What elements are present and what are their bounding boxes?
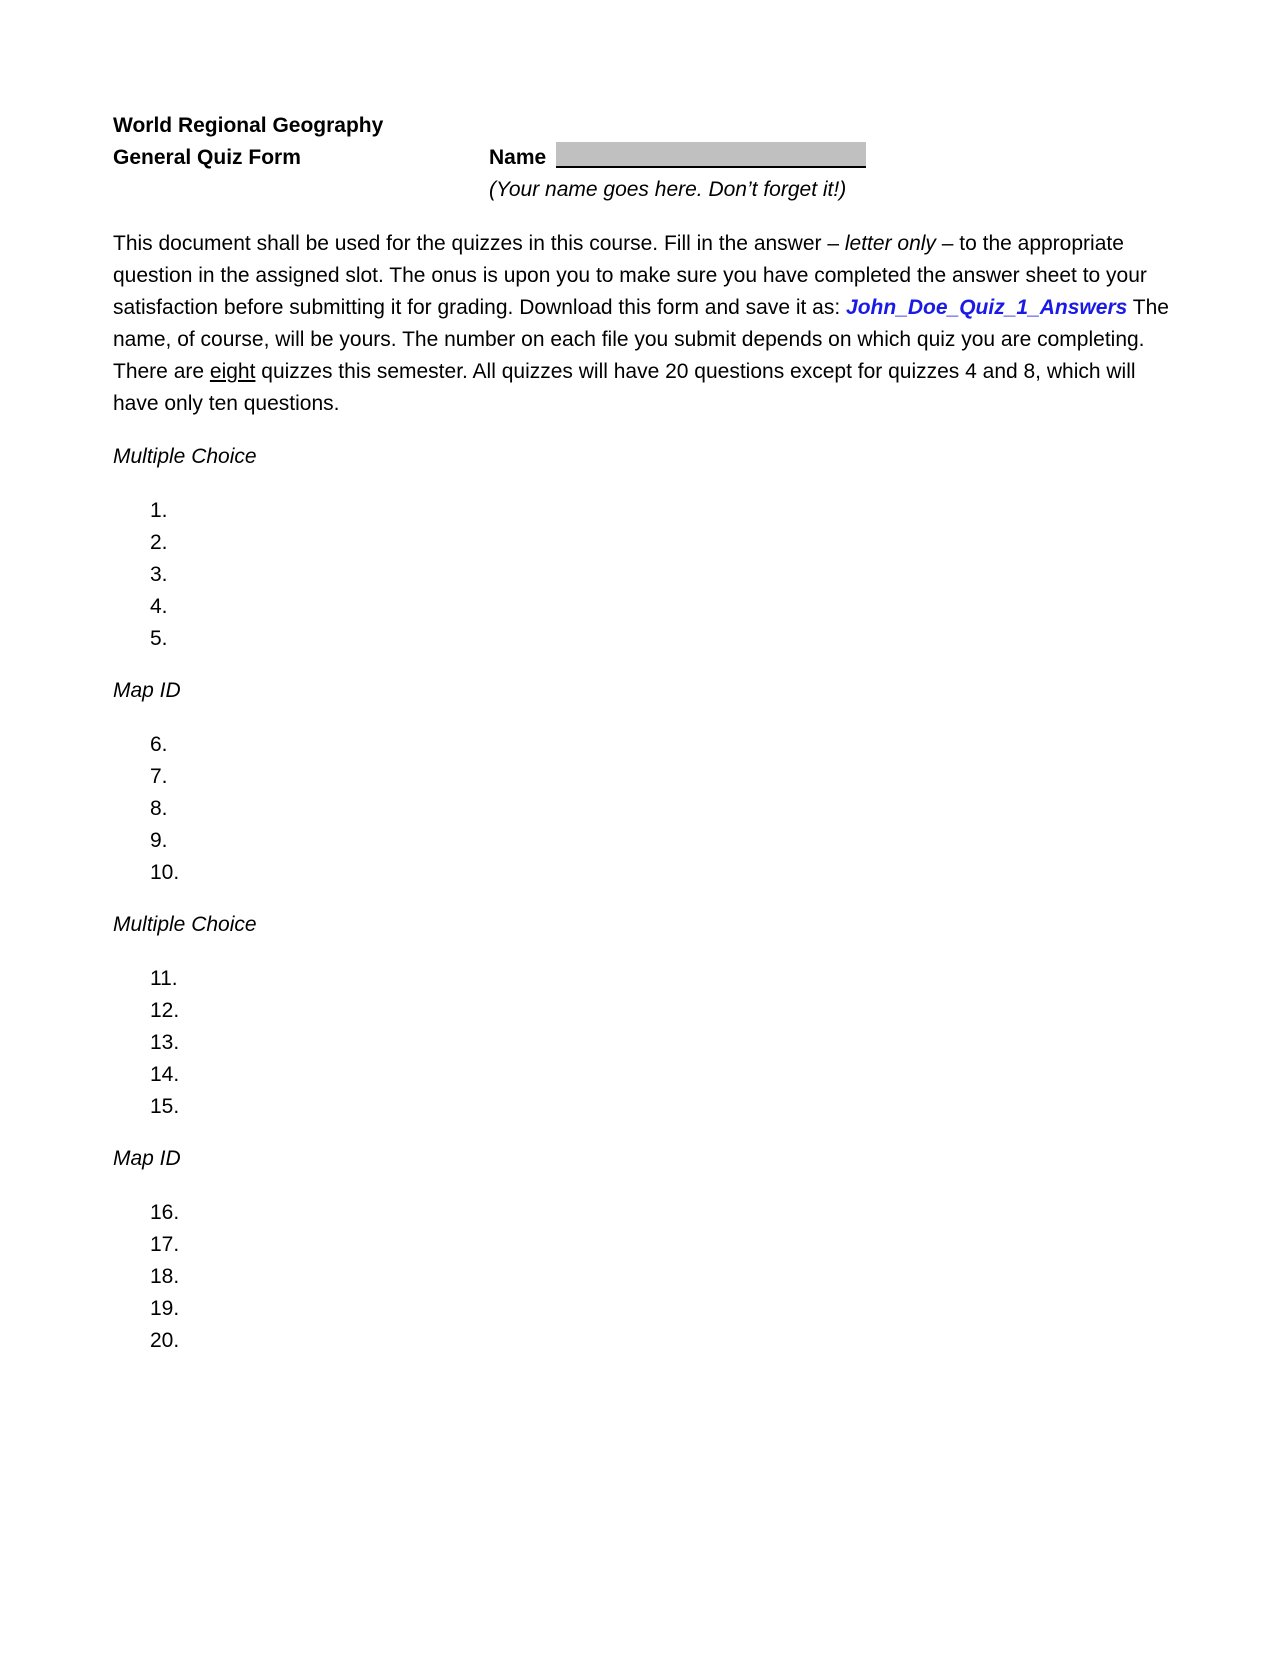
question-sections [113, 441, 1173, 1357]
question-item[interactable]: 9. [150, 829, 168, 852]
intro-text-3: The name, of course, will be yours. The number on each file you submit depends on which quiz you are completing. There are [113, 296, 1169, 383]
quiz-form-page [113, 110, 1173, 1357]
section-multiple-choice-1 [113, 441, 1173, 655]
question-item[interactable]: 12. [150, 999, 180, 1022]
question-item[interactable]: 20. [150, 1329, 180, 1352]
section-title: Map ID [113, 1147, 181, 1170]
question-item[interactable]: 13. [150, 1031, 180, 1054]
intro-text-1: This document shall be used for the quizzes in this course. Fill in the answer – [113, 232, 845, 255]
question-item[interactable]: 2. [150, 531, 168, 554]
header-row-3 [113, 174, 1173, 206]
header-row-2 [113, 142, 1173, 174]
filename-example: John_Doe_Quiz_1_Answers [846, 296, 1128, 319]
question-list [113, 1197, 1173, 1357]
question-item[interactable]: 8. [150, 797, 168, 820]
question-item[interactable]: 17. [150, 1233, 180, 1256]
question-item[interactable]: 7. [150, 765, 168, 788]
intro-underlined: eight [209, 360, 256, 383]
form-title: General Quiz Form [113, 146, 301, 169]
section-title: Map ID [113, 679, 181, 702]
header-row-1 [113, 110, 1173, 142]
question-list [113, 963, 1173, 1123]
name-input-field[interactable] [556, 142, 866, 168]
intro-emphasis: letter only [844, 232, 936, 255]
intro-paragraph [113, 228, 1173, 420]
intro-text-2: – to the appropriate question in the assigned slot. The onus is upon you to make sure you have completed the answer sheet to your satisfaction before submitting it for grading. Download this form and save it as: [113, 232, 1147, 319]
question-item[interactable]: 1. [150, 499, 168, 522]
question-item[interactable]: 3. [150, 563, 168, 586]
question-list [113, 729, 1173, 889]
section-map-id-1 [113, 675, 1173, 889]
name-label: Name [489, 146, 547, 169]
question-item[interactable]: 16. [150, 1201, 180, 1224]
intro-text-4: quizzes this semester. All quizzes will have 20 questions except for quizzes 4 and 8, which will have only ten questions. [113, 360, 1136, 415]
question-item[interactable]: 11. [150, 967, 178, 990]
course-title: World Regional Geography [113, 114, 384, 137]
question-item[interactable]: 14. [150, 1063, 180, 1086]
name-hint: (Your name goes here. Don’t forget it!) [489, 178, 847, 201]
section-title: Multiple Choice [113, 913, 257, 936]
question-item[interactable]: 4. [150, 595, 168, 618]
question-item[interactable]: 19. [150, 1297, 180, 1320]
section-title: Multiple Choice [113, 445, 257, 468]
name-block [489, 142, 866, 174]
section-map-id-2 [113, 1143, 1173, 1357]
section-multiple-choice-2 [113, 909, 1173, 1123]
question-item[interactable]: 5. [150, 627, 168, 650]
question-item[interactable]: 10. [150, 861, 180, 884]
question-item[interactable]: 15. [150, 1095, 180, 1118]
question-item[interactable]: 18. [150, 1265, 180, 1288]
question-list [113, 495, 1173, 655]
question-item[interactable]: 6. [150, 733, 168, 756]
